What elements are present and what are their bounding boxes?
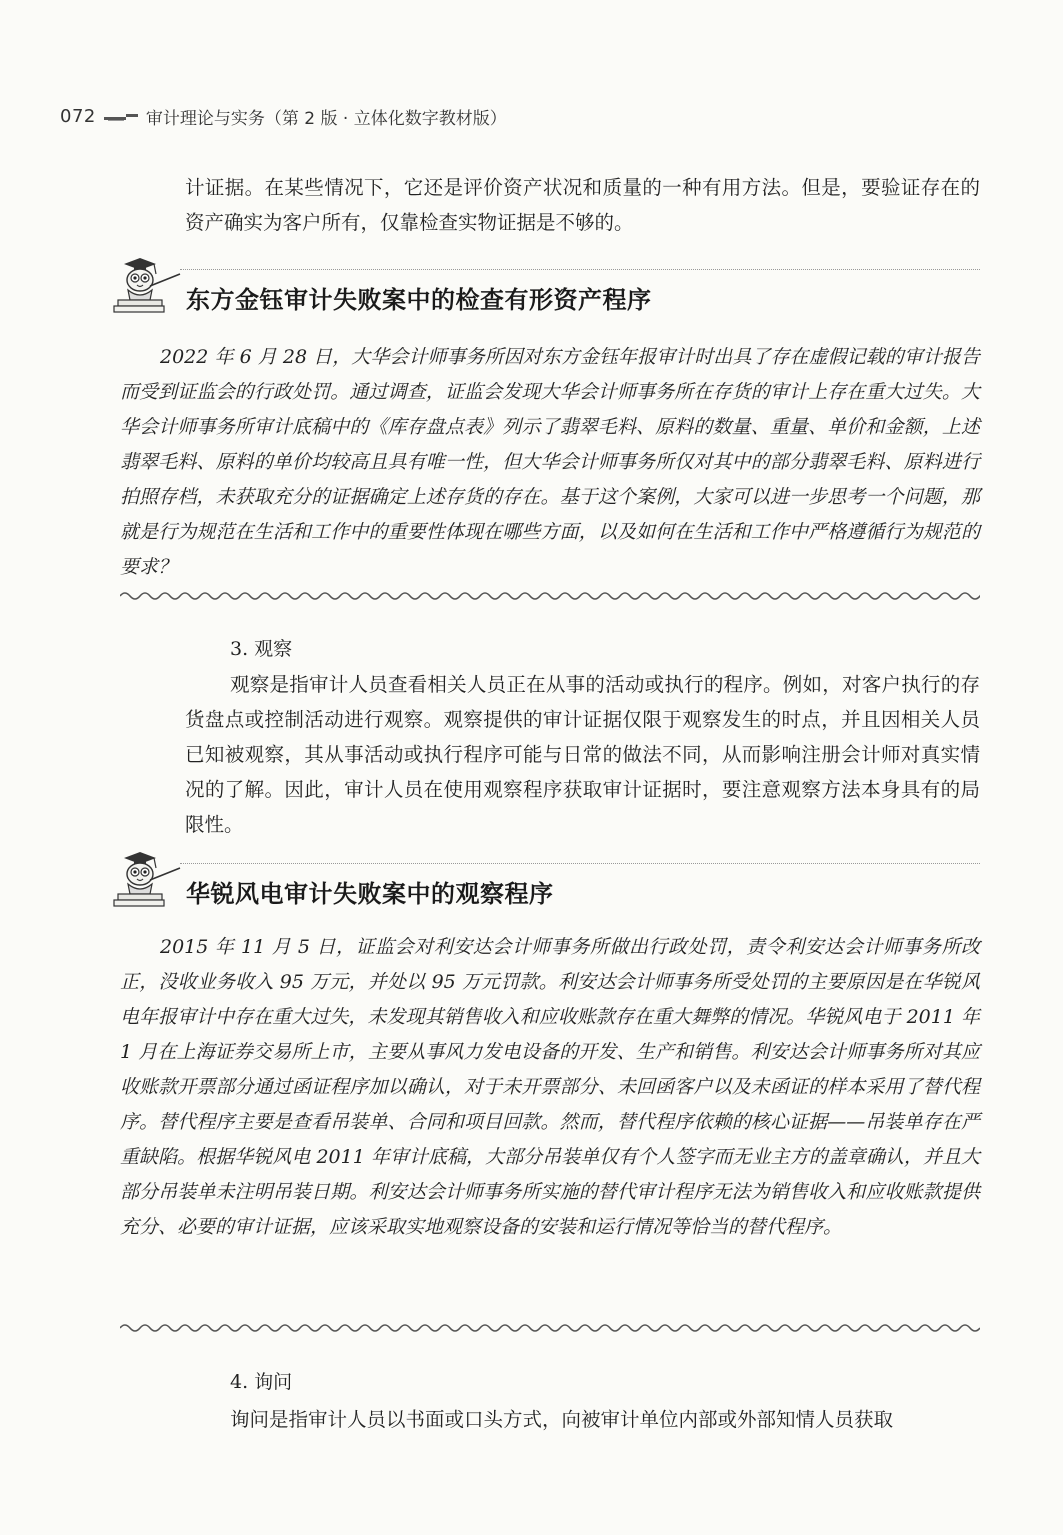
case2-title: 华锐风电审计失败案中的观察程序 <box>186 880 554 908</box>
owl-scholar-icon <box>110 256 190 316</box>
case2-body <box>120 930 980 1245</box>
section3-heading: 3. 观察 <box>230 638 293 660</box>
title-dotted-rule <box>180 863 980 864</box>
wavy-divider <box>120 1322 980 1334</box>
wavy-divider <box>120 590 980 602</box>
section3-body: 观察是指审计人员查看相关人员正在从事的活动或执行的程序。例如，对客户执行的存货盘点或控制活动进行观察。观察提供的审计证据仅限于观察发生的时点，并且因相关人员已知被观察，其从事活动或执行程序可能与日常的做法不同，从而影响注册会计师对真实情况的了解。因此，审计人员在使用观察程序获取审计证据时，要注意观察方法本身具有的局限性。 <box>185 673 980 836</box>
case1-header <box>110 256 980 336</box>
case2-header <box>110 850 980 930</box>
page-number: 072 <box>60 105 96 127</box>
header-decoration-icon <box>104 109 138 123</box>
case1-body <box>120 340 980 585</box>
case1-title: 东方金钰审计失败案中的检查有形资产程序 <box>186 286 652 314</box>
section4-heading: 4. 询问 <box>230 1371 293 1393</box>
case2-body-text: 2015 年 11 月 5 日，证监会对利安达会计师事务所做出行政处罚，责令利安达会计师事务所改正，没收业务收入 95 万元，并处以 95 万元罚款。利安达会计师事务所受处罚的主要原因是在华锐风电年报审计中存在重大过失，未发现其销售收入和应收账款存在重大舞弊的情况。华锐风电于 2011 年 1 月在上海证券交易所上市，主要从事风力发电设备的开发、生产和销售。利安达会计师事务所对其应收账款开票部分通过函证程序加以确认，对于未开票部分、未回函客户以及未函证的样本采用了替代程序。替代程序主要是查看吊装单、合同和项目回款。然而，替代程序依赖的核心证据——吊装单存在严重缺陷。根据华锐风电 2011 年审计底稿，大部分吊装单仅有个人签字而无业主方的盖章确认，并且大部分吊装单未注明吊装日期。利安达会计师事务所实施的替代审计程序无法为销售收入和应收账款提供充分、必要的审计证据，应该采取实地观察设备的安装和运行情况等恰当的替代程序。 <box>120 936 980 1238</box>
title-dotted-rule <box>180 269 980 270</box>
intro-paragraph: 计证据。在某些情况下，它还是评价资产状况和质量的一种有用方法。但是，要验证存在的资产确实为客户所有，仅靠检查实物证据是不够的。 <box>185 176 980 234</box>
case1-body-text: 2022 年 6 月 28 日，大华会计师事务所因对东方金钰年报审计时出具了存在虚假记载的审计报告而受到证监会的行政处罚。通过调查，证监会发现大华会计师事务所在存货的审计上存在重大过失。大华会计师事务所审计底稿中的《库存盘点表》列示了翡翠毛料、原料的数量、重量、单价和金额，上述翡翠毛料、原料的单价均较高且具有唯一性，但大华会计师事务所仅对其中的部分翡翠毛料、原料进行拍照存档，未获取充分的证据确定上述存货的存在。基于这个案例，大家可以进一步思考一个问题，那就是行为规范在生活和工作中的重要性体现在哪些方面，以及如何在生活和工作中严格遵循行为规范的要求？ <box>120 346 980 578</box>
book-title: 审计理论与实务（第 2 版 · 立体化数字教材版） <box>145 108 507 129</box>
page-header <box>60 100 507 132</box>
section4-body: 询问是指审计人员以书面或口头方式，向被审计单位内部或外部知情人员获取 <box>230 1408 894 1431</box>
owl-scholar-icon <box>110 850 190 910</box>
